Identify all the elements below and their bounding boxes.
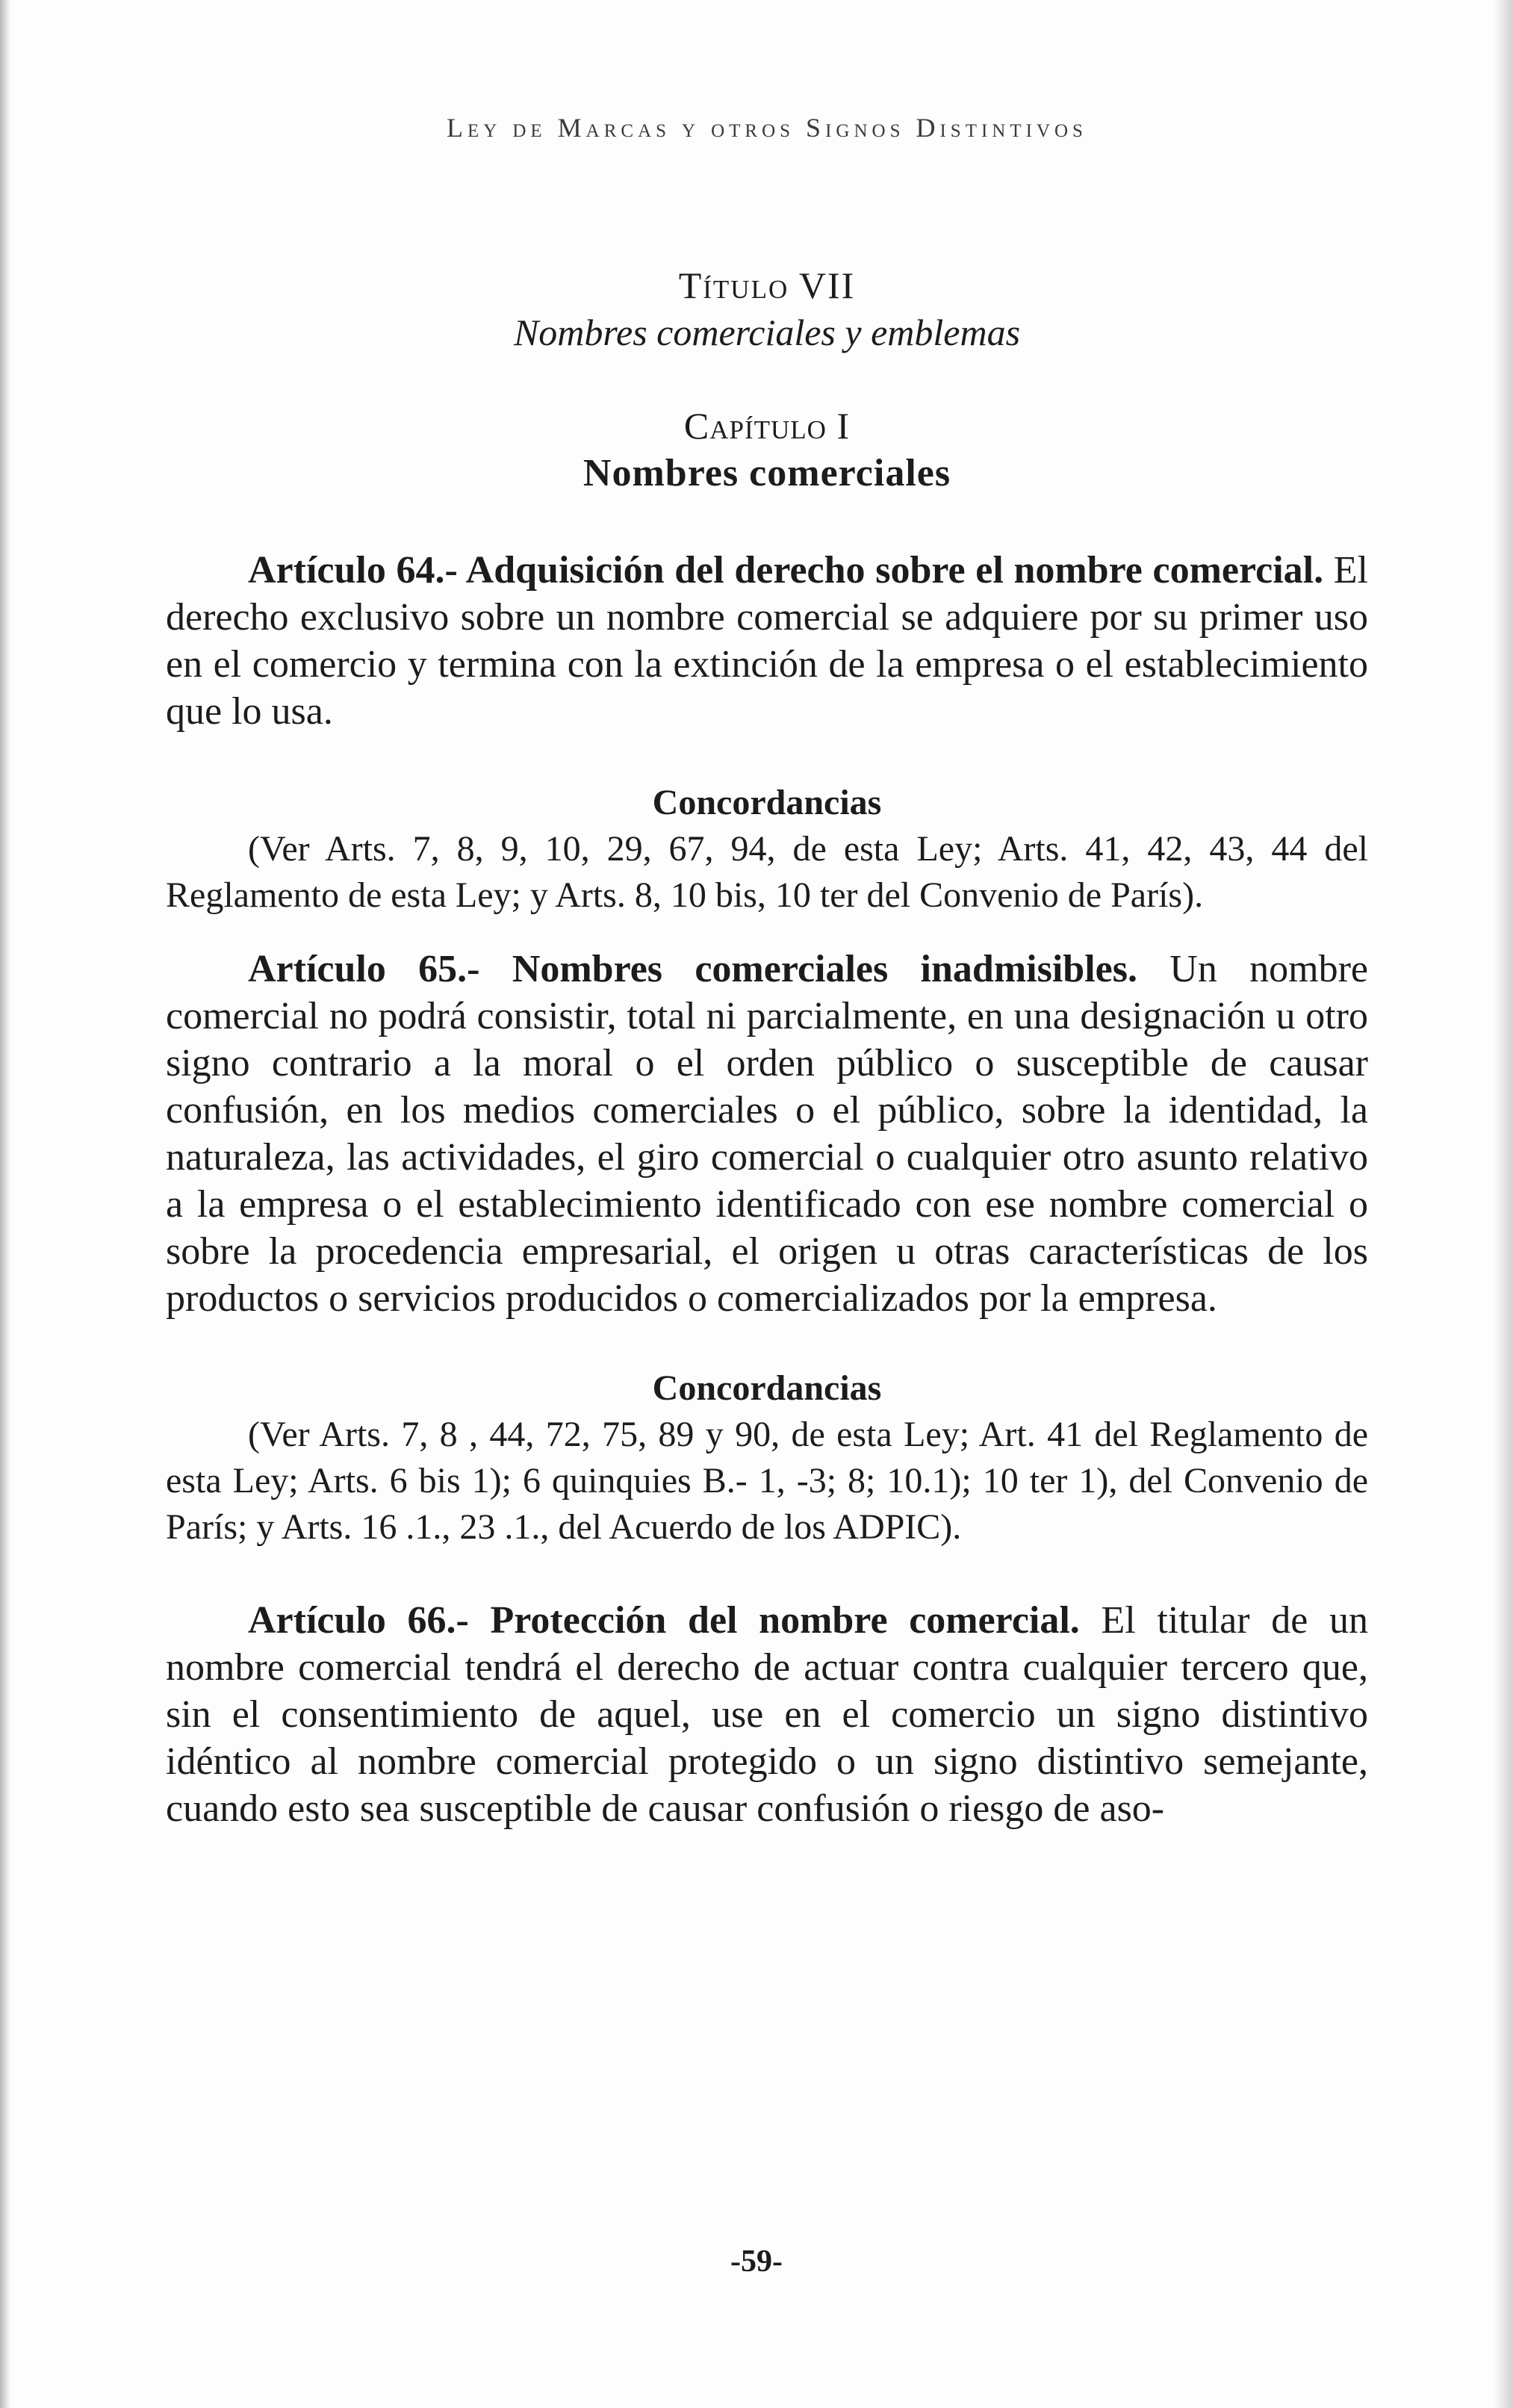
article-64-heading: Artículo 64.- Adquisición del derecho sobre el nombre comercial.: [248, 549, 1324, 592]
concordancias-64-title: Concordancias: [652, 783, 882, 822]
article-64-body: El derecho exclusivo sobre un nombre comercial se adquiere por su primer uso en el comercio y termina con la extinción de la empresa o el establecimiento que lo usa.: [166, 549, 1368, 733]
concordancias-64-text: (Ver Arts. 7, 8, 9, 10, 29, 67, 94, de esta Ley; Arts. 41, 42, 43, 44 del Reglamento de esta Ley; y Arts. 8, 10 bis, 10 ter del Convenio de París).: [166, 829, 1368, 915]
chapter-label: Capítulo I: [683, 405, 851, 447]
title-block: [166, 261, 1368, 356]
article-64: [166, 547, 1368, 735]
title-label: Título VII: [678, 264, 856, 306]
article-65: [166, 946, 1368, 1322]
concordancias-65-title: Concordancias: [652, 1368, 882, 1408]
article-65-body: Un nombre comercial no podrá consistir, total ni parcialmente, en una designación u otro signo contrario a la moral o el orden público o susceptible de causar confusión, en los medios comerciales o el público, sobre la identidad, la naturaleza, las actividades, el giro comercial o cualquier otro asunto relativo a la empresa o el establecimiento identificado con ese nombre comercial o sobre la procedencia empresarial, el origen u otras características de los productos o servicios producidos o comercializados por la empresa.: [166, 948, 1369, 1320]
page-content: [166, 112, 1368, 1832]
article-66: [166, 1597, 1368, 1832]
page-number: -59-: [730, 2244, 783, 2279]
article-66-body: El titular de un nombre comercial tendrá el derecho de actuar contra cualquier tercero que, sin el consentimiento de aquel, use en el comercio un signo distintivo idéntico al nombre comercial protegido o un signo distintivo semejante, cuando esto sea susceptible de causar confusión o riesgo de aso-: [166, 1599, 1369, 1830]
running-head: Ley de Marcas y otros Signos Distintivos: [447, 113, 1087, 143]
title-subtitle: Nombres comerciales y emblemas: [513, 311, 1021, 353]
article-66-heading: Artículo 66.- Protección del nombre comercial.: [248, 1599, 1080, 1642]
chapter-block: [166, 402, 1368, 497]
scan-shadow-left: [0, 0, 10, 2408]
concordancias-65-text: (Ver Arts. 7, 8 , 44, 72, 75, 89 y 90, de esta Ley; Art. 41 del Reglamento de esta Ley; Arts. 6 bis 1); 6 quinquies B.- 1, -3; 8; 10.1); 10 ter 1), del Convenio de París; y Arts. 16 .1., 23 .1., del Acuerdo de los ADPIC).: [166, 1415, 1368, 1547]
chapter-subtitle: Nombres comerciales: [582, 452, 951, 494]
article-65-heading: Artículo 65.- Nombres comerciales inadmisibles.: [248, 948, 1137, 990]
scan-shadow-right: [1494, 0, 1513, 2408]
